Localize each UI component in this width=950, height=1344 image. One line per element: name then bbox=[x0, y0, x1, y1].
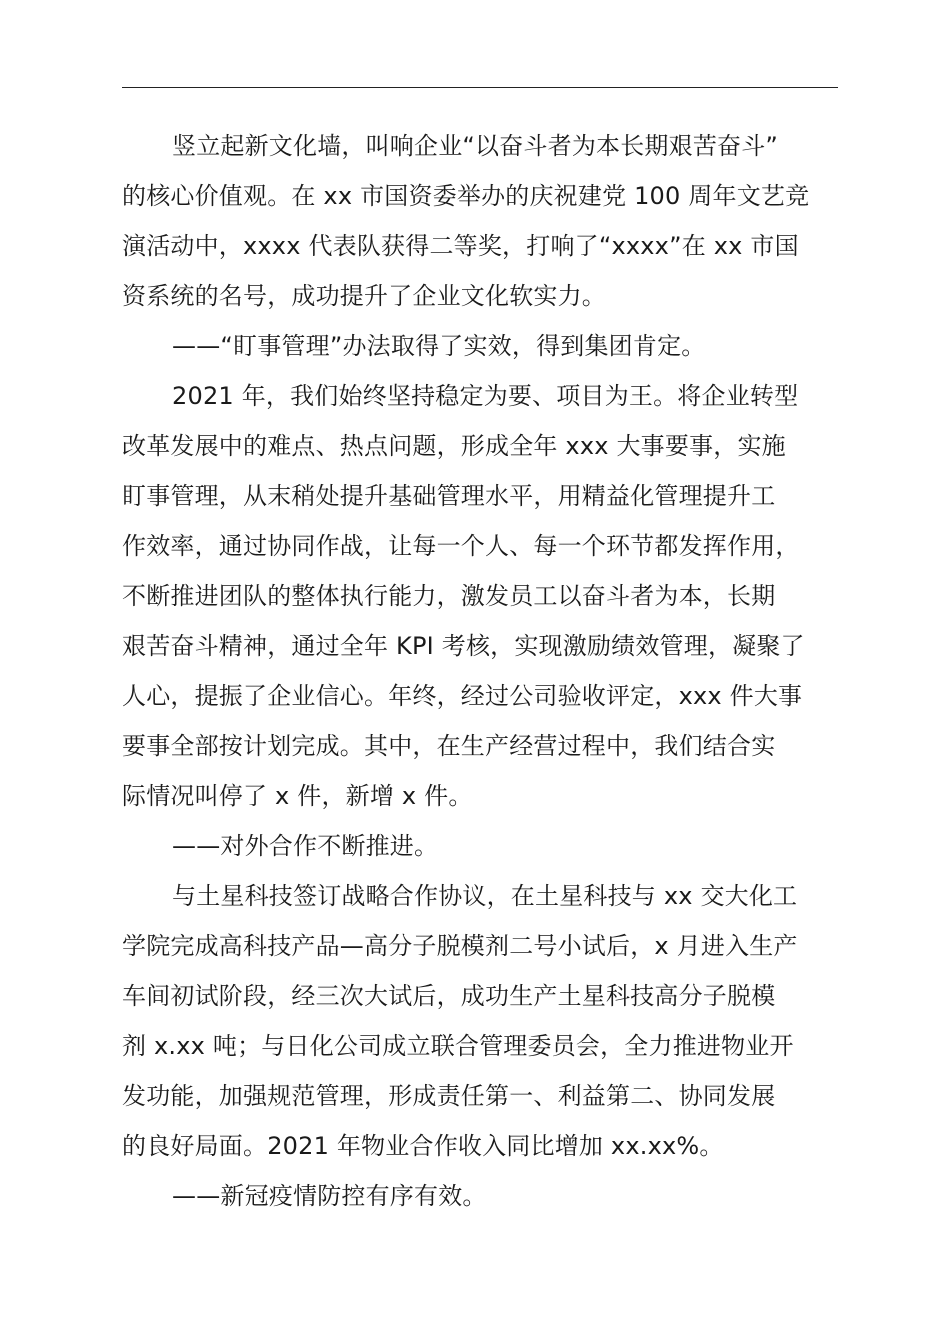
text-line: 剂 x.xx 吨；与日化公司成立联合管理委员会，全力推进物业开 bbox=[122, 1032, 794, 1060]
text-line: 竖立起新文化墙，叫响企业“以奋斗者为本长期艰苦奋斗” bbox=[172, 132, 779, 160]
text-line: 盯事管理，从末稍处提升基础管理水平，用精益化管理提升工 bbox=[122, 482, 776, 510]
text-line: 发功能，加强规范管理，形成责任第一、利益第二、协同发展 bbox=[122, 1082, 776, 1110]
text-line: 作效率，通过协同作战，让每一个人、每一个环节都发挥作用， bbox=[122, 532, 800, 560]
text-line: 与土星科技签订战略合作协议，在土星科技与 xx 交大化工 bbox=[172, 882, 798, 910]
text-line: 2021 年，我们始终坚持稳定为要、项目为王。将企业转型 bbox=[172, 382, 799, 410]
text-line: 艰苦奋斗精神，通过全年 KPI 考核，实现激励绩效管理，凝聚了 bbox=[122, 632, 805, 660]
text-line: 学院完成高科技产品—高分子脱模剂二号小试后，x 月进入生产 bbox=[122, 932, 798, 960]
text-line: 要事全部按计划完成。其中，在生产经营过程中，我们结合实 bbox=[122, 732, 776, 760]
text-line: 不断推进团队的整体执行能力，激发员工以奋斗者为本，长期 bbox=[122, 582, 776, 610]
text-line: 的良好局面。2021 年物业合作收入同比增加 xx.xx%。 bbox=[122, 1132, 724, 1160]
text-line: 的核心价值观。在 xx 市国资委举办的庆祝建党 100 周年文艺竞 bbox=[122, 182, 810, 210]
text-line: 际情况叫停了 x 件，新增 x 件。 bbox=[122, 782, 473, 810]
text-line: 车间初试阶段，经三次大试后，成功生产土星科技高分子脱模 bbox=[122, 982, 776, 1010]
text-line: 人心，提振了企业信心。年终，经过公司验收评定，xxx 件大事 bbox=[122, 682, 803, 710]
section-heading: ——新冠疫情防控有序有效。 bbox=[172, 1182, 487, 1210]
header-rule bbox=[122, 87, 838, 88]
text-line: 演活动中，xxxx 代表队获得二等奖，打响了“xxxx”在 xx 市国 bbox=[122, 232, 799, 260]
section-heading: ——“盯事管理”办法取得了实效，得到集团肯定。 bbox=[172, 332, 706, 360]
section-heading: ——对外合作不断推进。 bbox=[172, 832, 439, 860]
text-line: 改革发展中的难点、热点问题，形成全年 xxx 大事要事，实施 bbox=[122, 432, 786, 460]
text-line: 资系统的名号，成功提升了企业文化软实力。 bbox=[122, 282, 606, 310]
